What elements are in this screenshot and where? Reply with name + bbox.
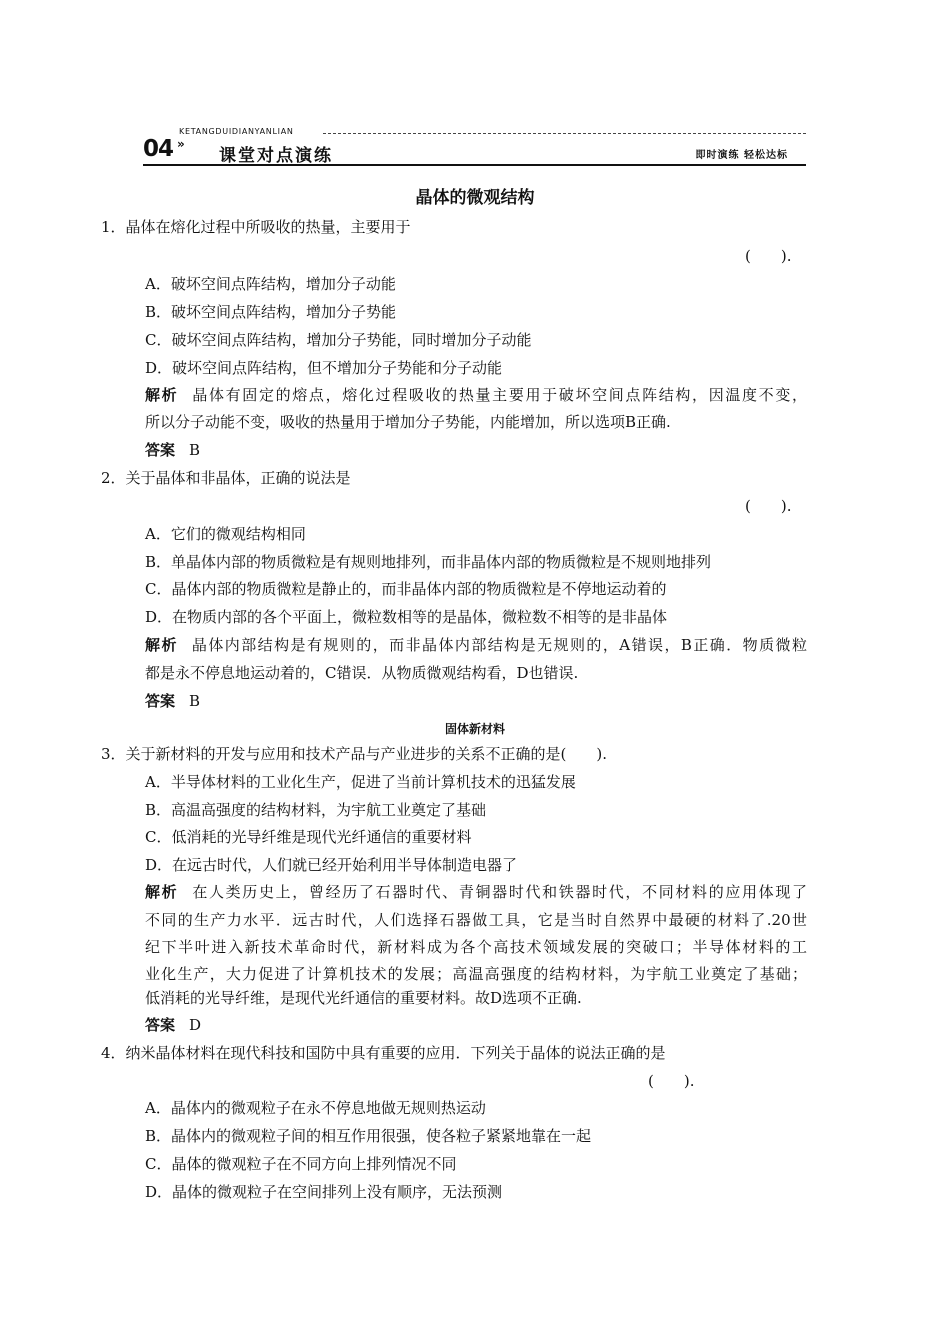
question-stem: 1．晶体在熔化过程中所吸收的热量，主要用于	[101, 218, 411, 236]
analysis-line	[145, 635, 807, 655]
option: D．在远古时代，人们就已经开始利用半导体制造电器了	[145, 856, 518, 874]
option: A．破坏空间点阵结构，增加分子动能	[145, 275, 396, 293]
answer-label: 答案	[145, 441, 176, 459]
question-stem: 4．纳米晶体材料在现代科技和国防中具有重要的应用．下列关于晶体的说法正确的是	[101, 1044, 666, 1062]
question-stem: 3．关于新材料的开发与应用和技术产品与产业进步的关系不正确的是( ).	[101, 745, 608, 763]
analysis-line: 业化生产，大力促进了计算机技术的发展；高温高强度的结构材料，为宇航工业奠定了基础；	[145, 965, 807, 983]
answer-line	[145, 1015, 201, 1035]
analysis-line: 不同的生产力水平．远古时代，人们选择石器做工具，它是当时自然界中最硬的材料了.20世	[145, 911, 807, 929]
section-number: 04	[143, 136, 174, 162]
section-header	[143, 127, 806, 167]
option: C．破坏空间点阵结构，增加分子势能，同时增加分子动能	[145, 331, 532, 349]
answer-line	[145, 691, 200, 711]
section-title: 固体新材料	[444, 722, 505, 736]
option: A．半导体材料的工业化生产，促进了当前计算机技术的迅猛发展	[145, 773, 576, 791]
analysis-line: 纪下半叶进入新技术革命时代，新材料成为各个高技术领域发展的突破口；半导体材料的工	[145, 938, 807, 956]
header-underline	[143, 164, 806, 166]
answer-value: D	[189, 1016, 202, 1034]
analysis-line	[145, 882, 807, 902]
analysis-line: 低消耗的光导纤维，是现代光纤通信的重要材料。故D选项不正确.	[145, 989, 582, 1007]
analysis-line	[145, 385, 807, 405]
answer-line	[145, 440, 200, 460]
section-title: 晶体的微观结构	[415, 188, 535, 208]
analysis-line: 都是永不停息地运动着的，C错误．从物质微观结构看，D也错误.	[145, 664, 579, 682]
analysis-line: 所以分子动能不变，吸收的热量用于增加分子势能，内能增加，所以选项B正确.	[145, 413, 671, 431]
option: B．晶体内的微观粒子间的相互作用很强，使各粒子紧紧地靠在一起	[145, 1127, 592, 1145]
analysis-text: 在人类历史上，曾经历了石器时代、青铜器时代和铁器时代，不同材料的应用体现了	[192, 883, 807, 901]
option: A．它们的微观结构相同	[145, 525, 306, 543]
option: D．在物质内部的各个平面上，微粒数相等的是晶体，微粒数不相等的是非晶体	[145, 608, 668, 626]
double-arrow-icon: »	[177, 137, 185, 151]
answer-label: 答案	[145, 1016, 176, 1034]
answer-blank: ( ).	[745, 247, 792, 265]
option: D．破坏空间点阵结构，但不增加分子势能和分子动能	[145, 359, 503, 377]
answer-blank: ( ).	[648, 1072, 695, 1090]
header-pinyin: KETANGDUIDIANYANLIAN	[179, 127, 294, 136]
header-title: 课堂对点演练	[219, 146, 333, 166]
option: B．破坏空间点阵结构，增加分子势能	[145, 303, 397, 321]
option: C．低消耗的光导纤维是现代光纤通信的重要材料	[145, 828, 472, 846]
analysis-label: 解析	[145, 883, 179, 901]
answer-value: B	[189, 441, 201, 459]
option: B．单晶体内部的物质微粒是有规则地排列，而非晶体内部的物质微粒是不规则地排列	[145, 553, 712, 571]
option: A．晶体内的微观粒子在永不停息地做无规则热运动	[145, 1099, 486, 1117]
analysis-text: 晶体内部结构是有规则的，而非晶体内部结构是无规则的，A错误，B正确．物质微粒	[191, 636, 807, 654]
analysis-label: 解析	[145, 636, 178, 654]
answer-value: B	[189, 692, 201, 710]
option: C．晶体的微观粒子在不同方向上排列情况不同	[145, 1155, 457, 1173]
analysis-text: 晶体有固定的熔点，熔化过程吸收的热量主要用于破坏空间点阵结构，因温度不变，	[192, 386, 807, 404]
option: B．高温高强度的结构材料，为宇航工业奠定了基础	[145, 801, 487, 819]
answer-blank: ( ).	[745, 497, 792, 515]
header-tagline: 即时演练 轻松达标	[695, 150, 788, 161]
dotted-divider	[323, 133, 806, 134]
analysis-label: 解析	[145, 386, 179, 404]
option: C．晶体内部的物质微粒是静止的，而非晶体内部的物质微粒是不停地运动着的	[145, 580, 667, 598]
option: D．晶体的微观粒子在空间排列上没有顺序，无法预测	[145, 1183, 503, 1201]
answer-label: 答案	[145, 692, 176, 710]
question-stem: 2．关于晶体和非晶体，正确的说法是	[101, 469, 351, 487]
